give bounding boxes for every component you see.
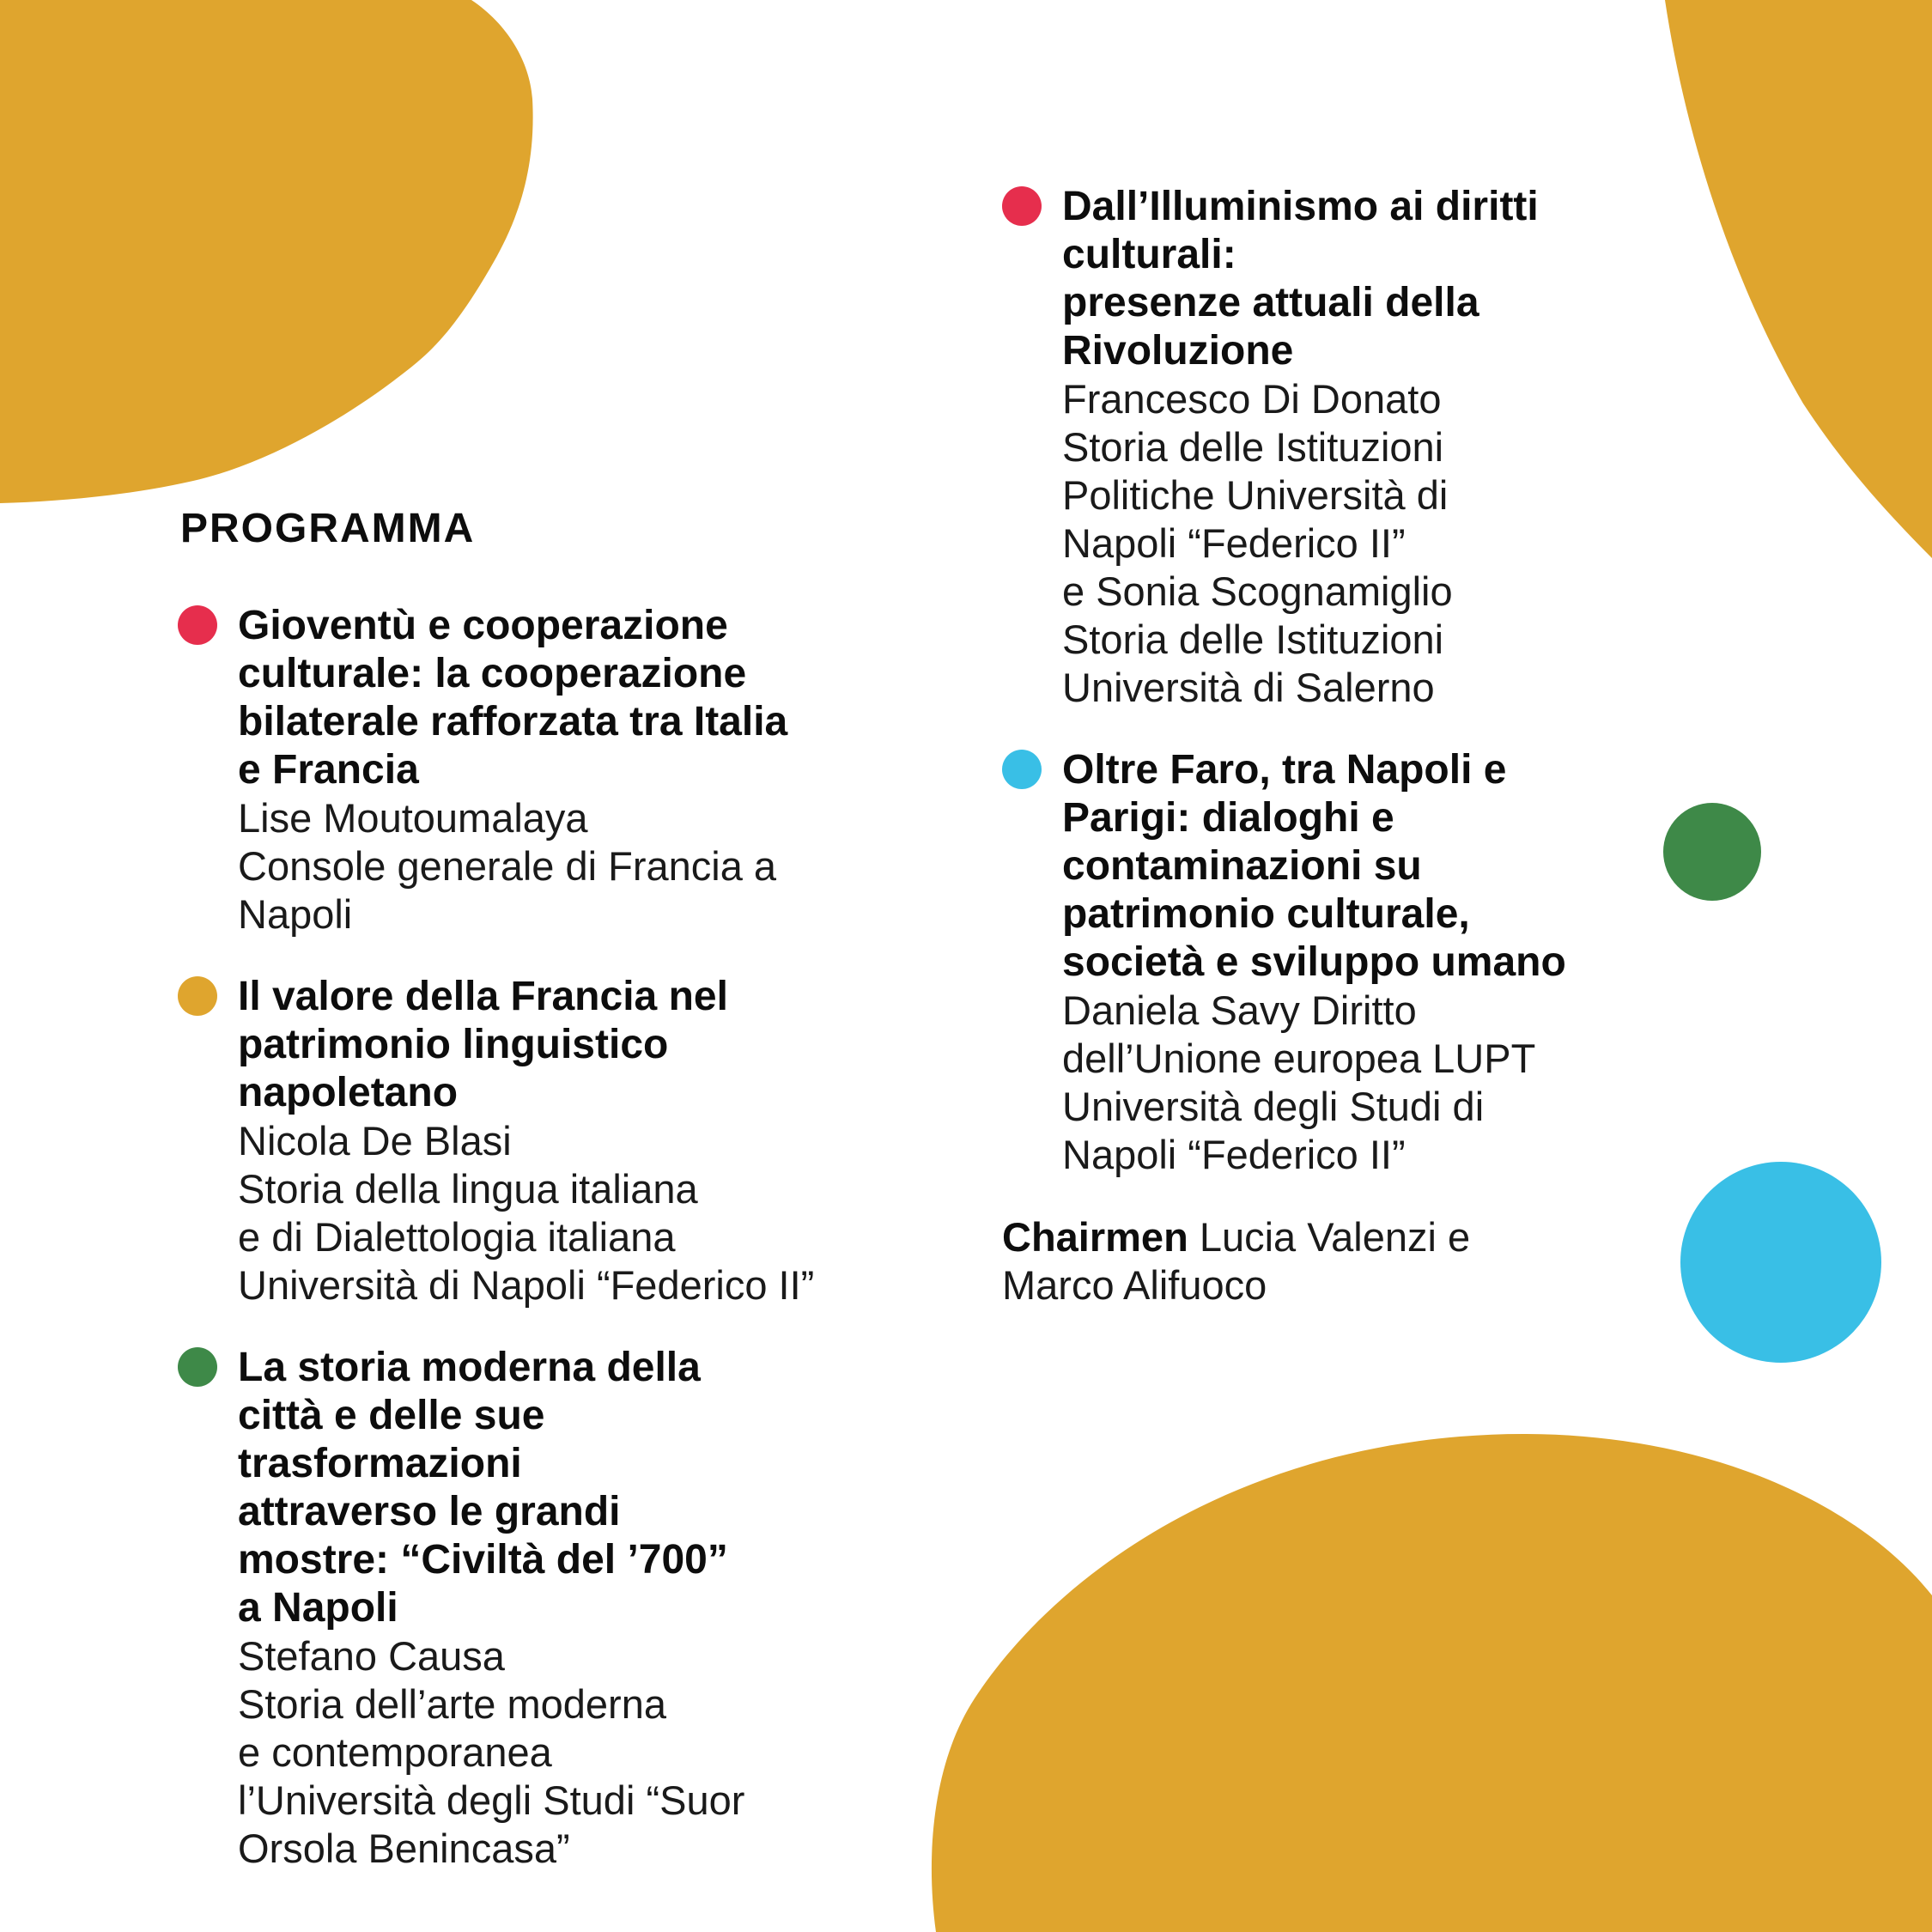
program-item-text — [238, 973, 1036, 1309]
program-item-text — [1062, 746, 1861, 1179]
chairmen-line — [1002, 1213, 1861, 1261]
speaker-detail-line: Daniela Savy Diritto — [1062, 987, 1417, 1033]
session-title-line: culturale: la cooperazione — [238, 651, 747, 696]
gold-blob-bottom-shape — [932, 1434, 1932, 1932]
program-item-text — [238, 1344, 1036, 1873]
red-bullet-dot — [1002, 186, 1042, 226]
session-title-line: Gioventù e cooperazione — [238, 603, 728, 648]
speaker-detail-line: Nicola De Blasi — [238, 1118, 512, 1163]
program-list-left — [178, 602, 1036, 1907]
chairmen-line: Marco Alifuoco — [1002, 1262, 1267, 1308]
session-title-line: culturali: — [1062, 232, 1236, 277]
session-title-line: Il valore della Francia nel — [238, 974, 728, 1019]
speaker-detail-line: Stefano Causa — [238, 1633, 505, 1679]
red-bullet-dot — [178, 605, 217, 645]
speaker-detail-line: Università di Salerno — [1062, 665, 1435, 710]
speaker-detail-line: Storia delle Istituzioni — [1062, 617, 1444, 662]
session-title-line: mostre: “Civiltà del ’700” — [238, 1537, 728, 1583]
program-item-text — [238, 602, 1036, 939]
session-title-line: Oltre Faro, tra Napoli e — [1062, 747, 1507, 793]
speaker-detail-line: Storia della lingua italiana — [238, 1166, 698, 1212]
speaker-detail-line: Università di Napoli “Federico II” — [238, 1262, 815, 1308]
speaker-detail-line: Napoli — [238, 891, 353, 937]
program-item — [1002, 183, 1861, 712]
session-title-line: e Francia — [238, 747, 419, 793]
program-list-right — [1002, 183, 1861, 1309]
speaker-detail-line: e di Dialettologia italiana — [238, 1214, 676, 1260]
page-title: PROGRAMMA — [180, 506, 476, 551]
program-item — [178, 973, 1036, 1309]
session-title-line: Dall’Illuminismo ai diritti — [1062, 184, 1539, 229]
speaker-detail-line: Storia delle Istituzioni — [1062, 424, 1444, 470]
session-title-line: città e delle sue — [238, 1393, 545, 1438]
gold-bullet-dot — [178, 976, 217, 1016]
speaker-detail-line: Napoli “Federico II” — [1062, 520, 1406, 566]
session-title-line: Rivoluzione — [1062, 328, 1294, 374]
speaker-detail-line: l’Università degli Studi “Suor — [238, 1777, 745, 1823]
speaker-detail-line: e contemporanea — [238, 1729, 552, 1775]
session-title-line: napoletano — [238, 1070, 459, 1115]
session-title-line: patrimonio linguistico — [238, 1022, 669, 1067]
session-title-line: trasformazioni — [238, 1441, 522, 1486]
session-title-line: La storia moderna della — [238, 1345, 701, 1390]
blue-bullet-dot — [1002, 750, 1042, 789]
session-title-line: presenze attuali della — [1062, 280, 1479, 325]
session-title-line: attraverso le grandi — [238, 1489, 621, 1534]
speaker-detail-line: dell’Unione europea LUPT — [1062, 1036, 1536, 1081]
gold-blob-top-left-shape — [0, 0, 533, 503]
session-title-line: contaminazioni su — [1062, 843, 1422, 889]
speaker-detail-line: Università degli Studi di — [1062, 1084, 1485, 1129]
speaker-detail-line: Politiche Università di — [1062, 472, 1449, 518]
speaker-detail-line: Lise Moutoumalaya — [238, 795, 588, 841]
chairmen-label: Chairmen — [1002, 1214, 1188, 1260]
speaker-detail-line: Francesco Di Donato — [1062, 376, 1442, 422]
program-item — [178, 602, 1036, 939]
chairmen-block — [1002, 1213, 1861, 1309]
session-title-line: Parigi: dialoghi e — [1062, 795, 1394, 841]
chairmen-names: Lucia Valenzi e — [1188, 1214, 1471, 1260]
program-item — [1002, 746, 1861, 1179]
session-title-line: a Napoli — [238, 1585, 398, 1631]
speaker-detail-line: Storia dell’arte moderna — [238, 1681, 666, 1727]
session-title-line: società e sviluppo umano — [1062, 939, 1566, 985]
speaker-detail-line: e Sonia Scognamiglio — [1062, 568, 1453, 614]
program-item — [178, 1344, 1036, 1873]
session-title-line: bilaterale rafforzata tra Italia — [238, 699, 788, 744]
program-item-text — [1062, 183, 1861, 712]
speaker-detail-line: Orsola Benincasa” — [238, 1826, 570, 1871]
green-bullet-dot — [178, 1347, 217, 1387]
session-title-line: patrimonio culturale, — [1062, 891, 1470, 937]
speaker-detail-line: Console generale di Francia a — [238, 843, 777, 889]
speaker-detail-line: Napoli “Federico II” — [1062, 1132, 1406, 1177]
